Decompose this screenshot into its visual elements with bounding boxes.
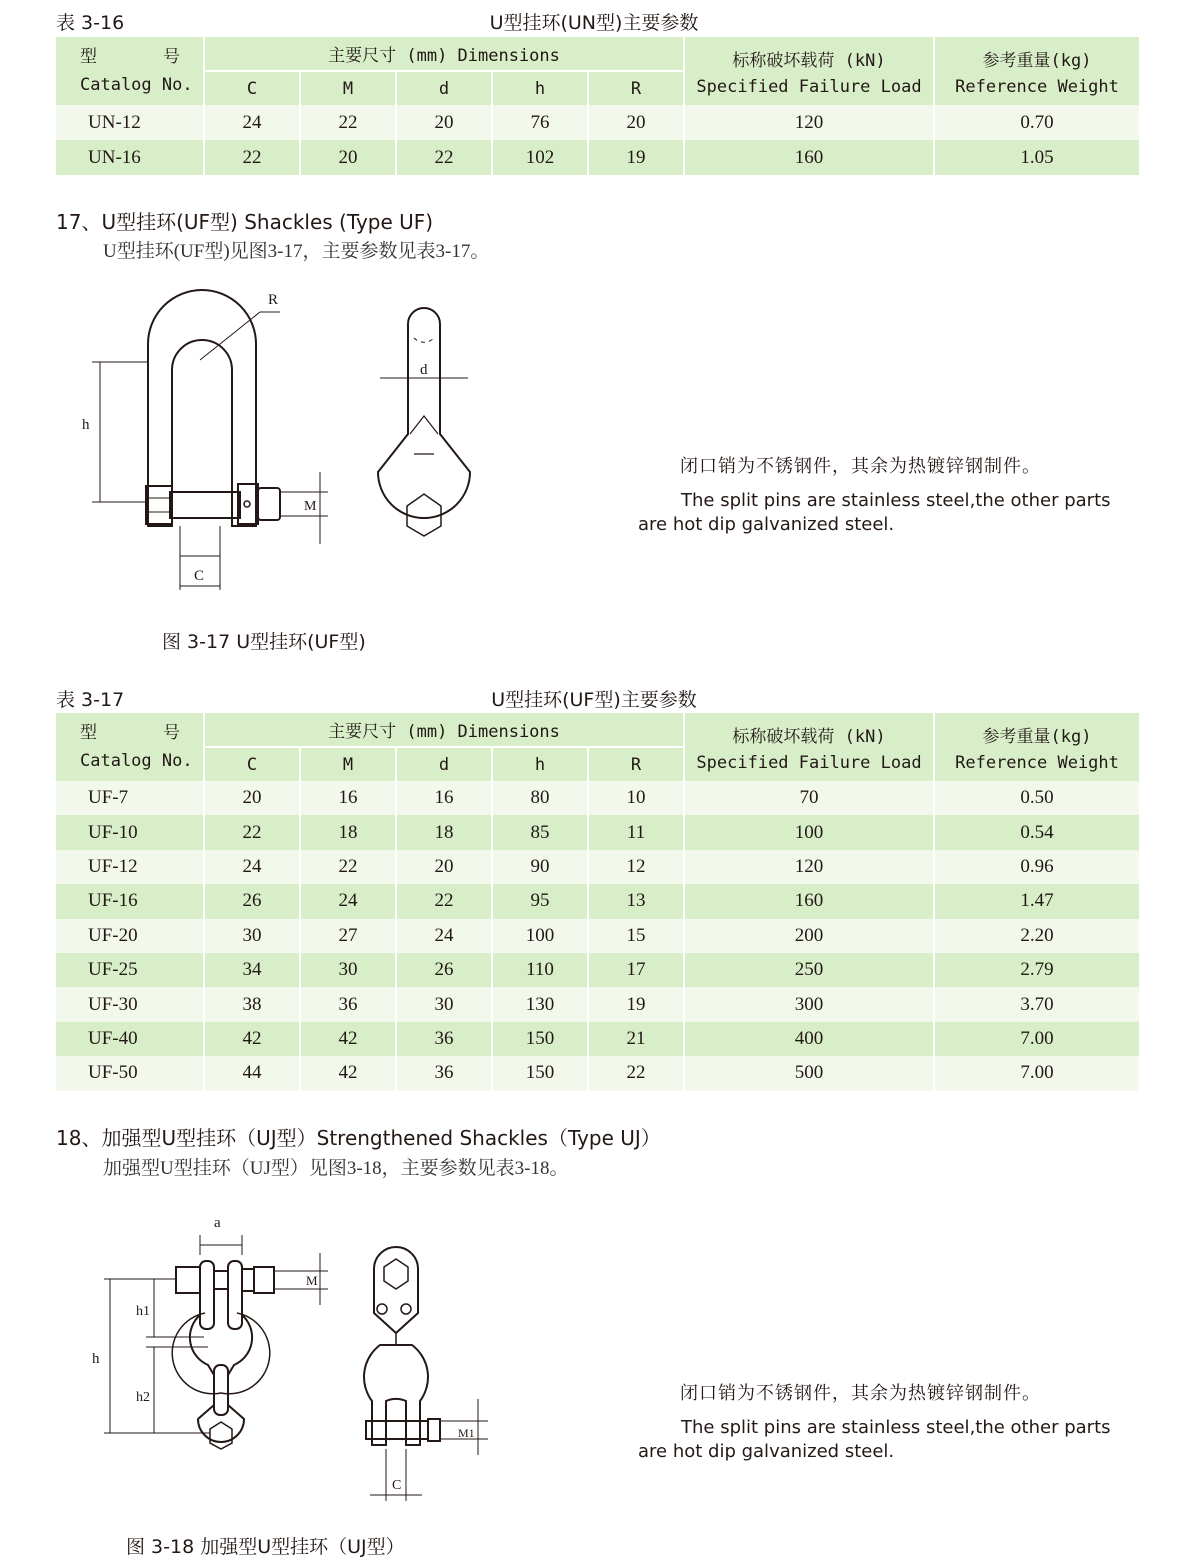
table-cell: 11	[588, 815, 684, 849]
table-cell: 24	[396, 919, 492, 953]
table-cell: 12	[588, 850, 684, 884]
table-cell: UF-50	[56, 1056, 204, 1090]
col-c: C	[204, 747, 300, 781]
table-cell: 19	[588, 987, 684, 1021]
table-cell: 44	[204, 1056, 300, 1090]
col-c: C	[204, 71, 300, 105]
table-cell: 150	[492, 1056, 588, 1090]
table-cell: UF-10	[56, 815, 204, 849]
fig18-label-m1: M1	[458, 1426, 475, 1440]
col-m: M	[300, 747, 396, 781]
table16-label: 表 3-16	[56, 12, 125, 34]
table-cell: 7.00	[934, 1056, 1139, 1090]
table-row	[56, 1022, 1139, 1056]
table-cell: 80	[492, 781, 588, 815]
catalog-header: 型 号 Catalog No.	[56, 37, 204, 105]
table-cell: 3.70	[934, 987, 1139, 1021]
table-cell: UN-12	[56, 105, 204, 140]
table-cell: 42	[204, 1022, 300, 1056]
fig17-label-h: h	[82, 417, 90, 433]
figure-3-18-caption: 图 3-18 加强型U型挂环（UJ型）	[126, 1536, 405, 1558]
col-h: h	[492, 747, 588, 781]
table-cell: 160	[684, 140, 934, 175]
section17-subtitle: U型挂环(UF型)见图3-17，主要参数见表3-17。	[103, 241, 490, 262]
table-cell: 19	[588, 140, 684, 175]
table-cell: UF-16	[56, 884, 204, 918]
table-cell: 2.20	[934, 919, 1139, 953]
table-cell: 70	[684, 781, 934, 815]
table-cell: 130	[492, 987, 588, 1021]
table-cell: 18	[396, 815, 492, 849]
load-header: 标称破坏载荷 (kN) Specified Failure Load	[684, 713, 934, 781]
table-cell: 16	[396, 781, 492, 815]
table-cell: 24	[204, 850, 300, 884]
table-cell: 26	[396, 953, 492, 987]
fig18-label-h: h	[92, 1351, 100, 1367]
table-cell: 38	[204, 987, 300, 1021]
table17	[56, 713, 1139, 1091]
load-header: 标称破坏载荷 (kN) Specified Failure Load	[684, 37, 934, 105]
table-row	[56, 953, 1139, 987]
dimensions-header: 主要尺寸 (mm) Dimensions	[204, 713, 684, 747]
table-cell: 100	[684, 815, 934, 849]
table-cell: 120	[684, 850, 934, 884]
table-cell: 150	[492, 1022, 588, 1056]
section17-heading: 17、U型挂环(UF型) Shackles (Type UF)	[56, 210, 434, 234]
table-cell: 2.79	[934, 953, 1139, 987]
figure-3-17-caption: 图 3-17 U型挂环(UF型)	[162, 631, 366, 653]
table-cell: 36	[396, 1056, 492, 1090]
table-cell: UF-25	[56, 953, 204, 987]
table-cell: UF-20	[56, 919, 204, 953]
table-cell: 26	[204, 884, 300, 918]
col-r: R	[588, 747, 684, 781]
table-cell: 500	[684, 1056, 934, 1090]
table-cell: 20	[588, 105, 684, 140]
fig18-label-h2: h2	[136, 1390, 150, 1405]
col-d: d	[396, 71, 492, 105]
fig18-label-h1: h1	[136, 1304, 150, 1319]
table-cell: 18	[300, 815, 396, 849]
table-cell: 42	[300, 1022, 396, 1056]
table-cell: 0.50	[934, 781, 1139, 815]
table-cell: 22	[204, 140, 300, 175]
section18-note-en-line2: are hot dip galvanized steel.	[638, 1441, 895, 1462]
table-cell: 20	[396, 105, 492, 140]
table-cell: 36	[300, 987, 396, 1021]
table16	[56, 37, 1139, 175]
table-cell: 22	[396, 884, 492, 918]
table-cell: 22	[204, 815, 300, 849]
section18-subtitle: 加强型U型挂环（UJ型）见图3-18，主要参数见表3-18。	[103, 1158, 569, 1179]
table-cell: 22	[300, 850, 396, 884]
table-cell: 22	[588, 1056, 684, 1090]
table-row	[56, 140, 1139, 175]
table-cell: 30	[204, 919, 300, 953]
table-cell: 160	[684, 884, 934, 918]
fig17-label-m: M	[304, 499, 317, 514]
fig17-label-r: R	[268, 292, 279, 308]
table-cell: 120	[684, 105, 934, 140]
table-cell: 10	[588, 781, 684, 815]
figure-3-17-drawing	[70, 284, 490, 604]
table-cell: 30	[300, 953, 396, 987]
table-cell: 20	[396, 850, 492, 884]
table-cell: 110	[492, 953, 588, 987]
fig18-label-a: a	[214, 1215, 221, 1231]
table-cell: 400	[684, 1022, 934, 1056]
table-cell: 22	[300, 105, 396, 140]
fig18-label-m: M	[306, 1273, 318, 1288]
table-cell: 30	[396, 987, 492, 1021]
table-cell: 100	[492, 919, 588, 953]
table-row	[56, 781, 1139, 815]
table-cell: 95	[492, 884, 588, 918]
table-cell: 20	[204, 781, 300, 815]
table-row	[56, 987, 1139, 1021]
table-row	[56, 1056, 1139, 1090]
table-cell: UF-12	[56, 850, 204, 884]
table-cell: 24	[204, 105, 300, 140]
table-cell: 1.05	[934, 140, 1139, 175]
table-cell: 22	[396, 140, 492, 175]
table-cell: 250	[684, 953, 934, 987]
table-cell: UF-7	[56, 781, 204, 815]
col-d: d	[396, 747, 492, 781]
table16-title: U型挂环(UN型)主要参数	[489, 12, 699, 34]
section17-note-cn: 闭口销为不锈钢件，其余为热镀锌钢制件。	[680, 456, 1041, 477]
section18-heading: 18、加强型U型挂环（UJ型）Strengthened Shackles（Type UJ）	[56, 1126, 661, 1150]
table-cell: UF-40	[56, 1022, 204, 1056]
table-cell: 85	[492, 815, 588, 849]
table-cell: 24	[300, 884, 396, 918]
table-row	[56, 105, 1139, 140]
table-cell: 17	[588, 953, 684, 987]
table-cell: UF-30	[56, 987, 204, 1021]
fig17-label-c: C	[194, 568, 205, 584]
table-cell: 102	[492, 140, 588, 175]
section18-note-en-line1: The split pins are stainless steel,the other parts	[681, 1417, 1111, 1438]
weight-header: 参考重量(kg) Reference Weight	[934, 713, 1139, 781]
table-cell: 7.00	[934, 1022, 1139, 1056]
table-cell: 34	[204, 953, 300, 987]
table-cell: 90	[492, 850, 588, 884]
table17-title: U型挂环(UF型)主要参数	[491, 689, 697, 711]
section17-note-en-line1: The split pins are stainless steel,the other parts	[681, 490, 1111, 511]
table-row	[56, 815, 1139, 849]
table-cell: 0.54	[934, 815, 1139, 849]
table-cell: 16	[300, 781, 396, 815]
section17-note-en-line2: are hot dip galvanized steel.	[638, 514, 895, 535]
col-m: M	[300, 71, 396, 105]
table-cell: 21	[588, 1022, 684, 1056]
weight-header: 参考重量(kg) Reference Weight	[934, 37, 1139, 105]
table-cell: 15	[588, 919, 684, 953]
table-cell: 200	[684, 919, 934, 953]
fig17-label-d: d	[420, 362, 428, 378]
table17-label: 表 3-17	[56, 689, 125, 711]
table-cell: 42	[300, 1056, 396, 1090]
col-r: R	[588, 71, 684, 105]
section18-note-cn: 闭口销为不锈钢件，其余为热镀锌钢制件。	[680, 1383, 1041, 1404]
fig18-label-c: C	[392, 1478, 402, 1493]
dimensions-header: 主要尺寸 (mm) Dimensions	[204, 37, 684, 71]
table-cell: 300	[684, 987, 934, 1021]
table-row	[56, 919, 1139, 953]
catalog-header: 型 号 Catalog No.	[56, 713, 204, 781]
table-cell: 27	[300, 919, 396, 953]
table-cell: 0.96	[934, 850, 1139, 884]
figure-3-18-drawing	[80, 1205, 500, 1505]
table-cell: 0.70	[934, 105, 1139, 140]
table-cell: 1.47	[934, 884, 1139, 918]
table-row	[56, 884, 1139, 918]
table-cell: 13	[588, 884, 684, 918]
table-cell: 20	[300, 140, 396, 175]
table-cell: 76	[492, 105, 588, 140]
col-h: h	[492, 71, 588, 105]
table-row	[56, 850, 1139, 884]
table-cell: 36	[396, 1022, 492, 1056]
table-cell: UN-16	[56, 140, 204, 175]
